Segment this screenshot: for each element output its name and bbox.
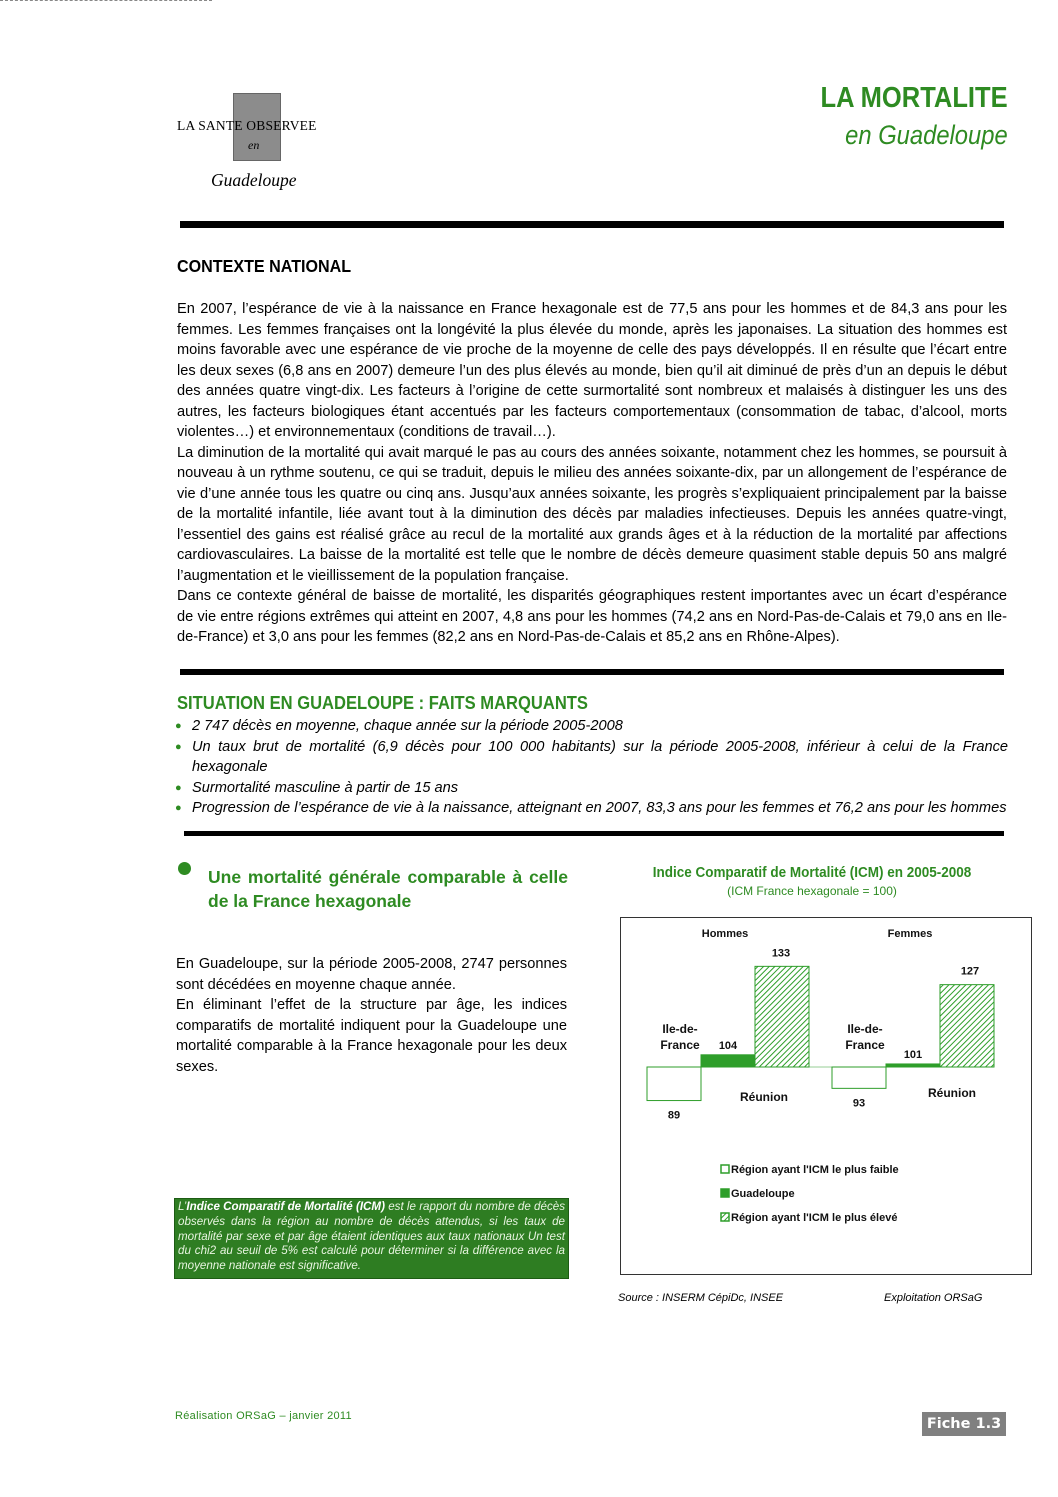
- bullet-icon: ●: [175, 781, 182, 794]
- section-paragraph-2: En éliminant l’effet de la structure par âge, les indices comparatifs de mortalité indiquent pour la Guadeloupe une mortalité comparable à la France hexagonale pour les deux sexes.: [176, 997, 567, 1075]
- top-dashed-line: [0, 0, 212, 1]
- divider-2: [180, 669, 1004, 675]
- region-label-low-femmes: Ile-de-France: [845, 1022, 885, 1052]
- bullet-icon: ●: [175, 740, 182, 753]
- list-item: [174, 798, 1008, 819]
- legend-swatch-0: [721, 1165, 729, 1173]
- list-item: [174, 716, 1008, 737]
- divider-1: [180, 221, 1004, 228]
- contexte-paragraph-1: En 2007, l’espérance de vie à la naissance en France hexagonale est de 77,5 ans pour les hommes et de 84,3 ans pour les femmes. Les femmes françaises ont la longévité la plus élevée du monde, après les japonaises. La situation des hommes est moins favorable avec une espérance de vie proche de la moyenne de celle des pays développés. Il en résulte que l’écart entre les deux sexes (6,8 ans en 2007) demeure l’un des plus élevés au monde, bien qu’il ait diminué de près d’un an depuis le début des années quatre vingt-dix. Les facteurs à l’origine de cette surmortalité sont nombreux et malaisés à distinguer les uns des autres, les facteurs biologiques étant accentués par les facteurs comportementaux (consommation de tabac, d’alcool, morts violentes…) et environnementaux (conditions de travail…).: [177, 301, 1007, 440]
- chart-title: Indice Comparatif de Mortalité (ICM) en 2005-2008: [652, 865, 972, 881]
- value-label-femmes-2: 127: [960, 965, 980, 978]
- bullet-text: Un taux brut de mortalité (6,9 décès pour 100 000 habitants) sur la période 2005-2008, inférieur à celui de la France hexagonale: [192, 738, 1008, 775]
- chart-subtitle: (ICM France hexagonale = 100): [727, 884, 897, 898]
- situation-heading: SITUATION EN GUADELOUPE : FAITS MARQUANTS: [177, 693, 588, 713]
- page-title: LA MORTALITE: [820, 82, 1008, 114]
- contexte-paragraph-2: La diminution de la mortalité qui avait marqué le pas au cours des années soixante, notamment chez les hommes, se poursuit à nouveau à un rythme soutenu, ce qui se traduit, depuis le milieu des années soixante-dix, par un allongement de l’espérance de vie d’une année tous les quatre ou cinq ans. Jusqu’aux années soixante, les progrès s’expliquaient principalement par la baisse de la mortalité infantile, liée avant tout à la diminution des décès par maladies infectieuses. Depuis les années quatre-vingt, l’essentiel des gains est réalisé grâce au recul de la mortalité aux grands âges et à la réduction de la mortalité par affections cardiovasculaires. La baisse de la mortalité est telle que le nombre de décès demeure quasiment stable depuis 50 ans malgré l’augmentation et le vieillissement de la population française.: [177, 444, 1007, 584]
- bullet-text: Surmortalité masculine à partir de 15 ans: [192, 779, 459, 796]
- definition-prefix: L’: [178, 1200, 187, 1213]
- exploitation-note: Exploitation ORSaG: [884, 1292, 983, 1304]
- value-label-femmes-0: 93: [852, 1097, 866, 1110]
- legend-swatch-1: [721, 1189, 729, 1197]
- region-label-low-hommes: Ile-de-France: [660, 1022, 700, 1052]
- bar-femmes-2: [940, 985, 994, 1067]
- bar-femmes-1: [886, 1064, 940, 1067]
- value-label-hommes-1: 104: [718, 1039, 738, 1052]
- definition-box: [174, 1198, 569, 1279]
- source-note: Source : INSERM CépiDc, INSEE: [618, 1292, 784, 1304]
- contexte-heading: CONTEXTE NATIONAL: [177, 256, 352, 276]
- list-item: [174, 737, 1008, 778]
- bar-femmes-0: [832, 1067, 886, 1088]
- bullet-icon: ●: [175, 802, 182, 814]
- list-item: [174, 778, 1008, 799]
- bar-hommes-2: [755, 966, 809, 1067]
- logo-line2: en: [248, 138, 260, 152]
- bar-hommes-0: [647, 1067, 701, 1101]
- region-label-high-hommes: Réunion: [740, 1090, 788, 1104]
- logo-line1: LA SANTE OBSERVEE: [177, 118, 317, 133]
- bullet-icon: ●: [175, 720, 182, 732]
- value-label-hommes-2: 133: [771, 947, 791, 960]
- section-paragraph-1: En Guadeloupe, sur la période 2005-2008, 2747 personnes sont décédées en moyenne chaque année.: [176, 956, 567, 993]
- category-label-hommes: Hommes: [701, 928, 749, 940]
- section-title: Une mortalité générale comparable à celle de la France hexagonale: [208, 867, 568, 911]
- bullet-text: 2 747 décès en moyenne, chaque année sur la période 2005-2008: [192, 718, 623, 734]
- page-subtitle: en Guadeloupe: [845, 120, 1008, 150]
- definition-term: Indice Comparatif de Mortalité (ICM): [186, 1200, 385, 1213]
- value-label-femmes-1: 101: [903, 1048, 923, 1061]
- icm-chart: [620, 917, 1032, 1277]
- contexte-paragraph-3: Dans ce contexte général de baisse de mortalité, les disparités géographiques restent importantes avec un écart d’espérance de vie entre régions extrêmes qui atteint en 2007, 4,8 ans pour les hommes (74,2 ans en Nord-Pas-de-Calais et 79,0 ans en Ile-de-France) et 3,0 ans pour les femmes (82,2 ans en Nord-Pas-de-Calais et 85,2 ans en Rhône-Alpes).: [177, 588, 1007, 645]
- section-body: [176, 954, 567, 1077]
- definition-text: est le rapport du nombre de décès observés dans la région au nombre de décès attendus, si les taux de mortalité par sexe et par âge étaient identiques aux taux nationaux Un test du chi2 au seuil de 5% est calculé pour déterminer si la différence avec la moyenne nationale est significative.: [178, 1200, 565, 1273]
- situation-bullets: [174, 716, 1008, 819]
- category-label-femmes: Femmes: [887, 928, 933, 940]
- bullet-text: Progression de l’espérance de vie à la naissance, atteignant en 2007, 83,3 ans pour les femmes et 76,2 ans pour les hommes: [192, 800, 1007, 816]
- section-bullet-icon: [178, 862, 191, 875]
- region-label-high-femmes: Réunion: [928, 1086, 976, 1100]
- value-label-hommes-0: 89: [667, 1109, 681, 1122]
- divider-3: [184, 831, 1004, 836]
- footer: Réalisation ORSaG – janvier 2011: [175, 1410, 352, 1422]
- legend-label-0: Région ayant l'ICM le plus faible: [731, 1164, 899, 1176]
- bar-hommes-1: [701, 1055, 755, 1067]
- legend-label-2: Région ayant l'ICM le plus élevé: [731, 1212, 898, 1224]
- logo-line3: Guadeloupe: [211, 170, 297, 190]
- contexte-body: [177, 299, 1007, 648]
- fiche-badge: Fiche 1.3: [922, 1412, 1006, 1436]
- legend-label-1: Guadeloupe: [731, 1188, 795, 1200]
- legend-swatch-2: [721, 1213, 729, 1221]
